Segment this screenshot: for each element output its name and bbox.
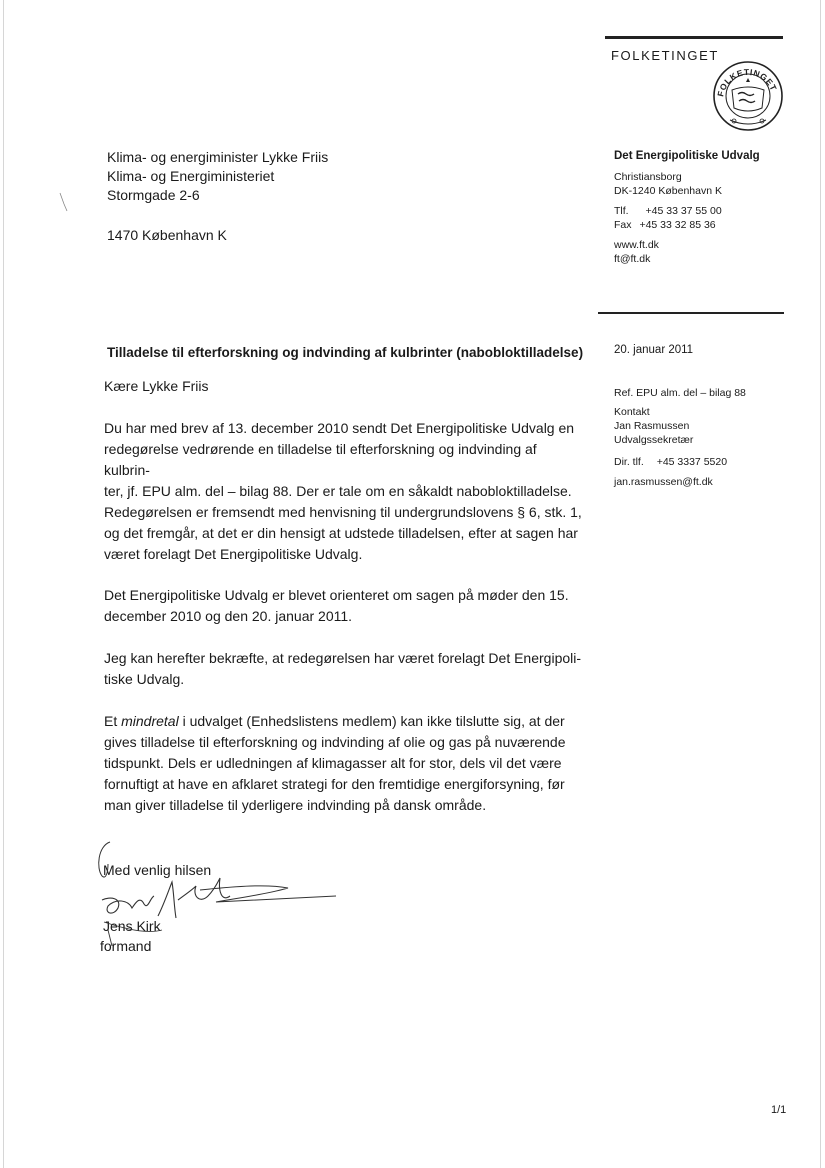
- paragraph-line: Det Energipolitiske Udvalg er blevet orienteret om sagen på møder den 15.: [104, 587, 569, 603]
- paragraph-line: december 2010 og den 20. januar 2011.: [104, 608, 353, 624]
- scan-edge-right: [820, 0, 821, 1168]
- contact-name: Jan Rasmussen: [614, 420, 690, 432]
- paragraph-line: og det fremgår, at det er din hensigt at udstede tilladelsen, efter at sagen har: [104, 525, 578, 541]
- paragraph-line: redegørelse vedrørende en tilladelse til efterforskning og indvinding af kulbrin-: [104, 441, 537, 478]
- reference: Ref. EPU alm. del – bilag 88: [614, 387, 746, 399]
- fax-line: [614, 218, 716, 232]
- sidebar-rule: [598, 312, 784, 314]
- paragraph-3: [104, 585, 582, 627]
- recipient-city: 1470 København K: [107, 227, 227, 243]
- direct-phone-label: Dir. tlf.: [614, 456, 644, 468]
- paragraph-line: man giver tilladelse til yderligere indvinding på dansk område.: [104, 797, 487, 813]
- letter-subject: Tilladelse til efterforskning og indvinding af kulbrinter (nabobloktilladelse): [107, 345, 584, 360]
- phone-number: +45 33 37 55 00: [645, 205, 722, 217]
- recipient-line-2: Klima- og Energiministeriet: [107, 168, 275, 184]
- paragraph-line: Et mindretal i udvalget (Enhedslistens medlem) kan ikke tilslutte sig, at der: [104, 713, 565, 729]
- committee-name: Det Energipolitiske Udvalg: [614, 150, 760, 162]
- letter-date: 20. januar 2011: [614, 344, 694, 356]
- header-rule: [605, 36, 783, 39]
- paragraph-line: Redegørelsen er fremsendt med henvisning til undergrundslovens § 6, stk. 1,: [104, 504, 582, 520]
- closing: Med venlig hilsen: [103, 862, 212, 878]
- paragraph-line: fornuftigt at have en afklaret strategi for den fremtidige energiforsyning, før: [104, 776, 565, 792]
- phone-label: Tlf.: [614, 205, 629, 217]
- phone-line: [614, 204, 722, 218]
- page-number: 1/1: [771, 1104, 787, 1116]
- paragraph-2: [104, 502, 582, 565]
- email-link[interactable]: ft@ft.dk: [614, 253, 651, 265]
- website-link[interactable]: www.ft.dk: [614, 239, 659, 251]
- recipient-line-3: Stormgade 2-6: [107, 187, 200, 203]
- direct-phone-number: +45 3337 5520: [656, 456, 728, 468]
- scan-edge-left: [3, 0, 4, 1168]
- paragraph-line: været forelagt Det Energipolitiske Udvalg.: [104, 546, 363, 562]
- direct-phone-line: [614, 455, 727, 469]
- seal-text: FOLKETINGET: [715, 66, 780, 98]
- folketinget-seal-icon: [712, 60, 784, 132]
- paragraph-1: [104, 418, 582, 502]
- handwritten-signature: [88, 838, 348, 948]
- fax-number: +45 33 32 85 36: [639, 219, 716, 231]
- address-line-1: Christiansborg: [614, 171, 682, 183]
- signer-title: formand: [100, 938, 152, 954]
- paragraph-line: Jeg kan herefter bekræfte, at redegørelsen har været forelagt Det Energipoli-: [104, 650, 582, 666]
- address-line-2: DK-1240 København K: [614, 185, 722, 197]
- paragraph-line: Du har med brev af 13. december 2010 sendt Det Energipolitiske Udvalg en: [104, 420, 575, 436]
- fax-label: Fax: [614, 219, 632, 231]
- recipient-line-1: Klima- og energiminister Lykke Friis: [107, 149, 329, 165]
- minority-emphasis: mindretal: [121, 713, 179, 729]
- scan-mark: [58, 192, 70, 212]
- contact-label: Kontakt: [614, 406, 650, 418]
- paragraph-line: ter, jf. EPU alm. del – bilag 88. Der er tale om en såkaldt nabobloktilladelse.: [104, 483, 572, 499]
- contact-title: Udvalgssekretær: [614, 434, 694, 446]
- contact-email-link[interactable]: jan.rasmussen@ft.dk: [614, 476, 713, 488]
- paragraph-5: [104, 711, 582, 816]
- paragraph-4: [104, 648, 582, 690]
- paragraph-line: gives tilladelse til efterforskning og indvinding af olie og gas på nuværende: [104, 734, 566, 750]
- org-name: FOLKETINGET: [611, 48, 719, 63]
- paragraph-line: tiske Udvalg.: [104, 671, 185, 687]
- paragraph-line: tidspunkt. Dels er udledningen af klimagasser alt for stor, dels vil det være: [104, 755, 562, 771]
- greeting: Kære Lykke Friis: [104, 378, 209, 394]
- signer-name: Jens Kirk: [103, 918, 161, 934]
